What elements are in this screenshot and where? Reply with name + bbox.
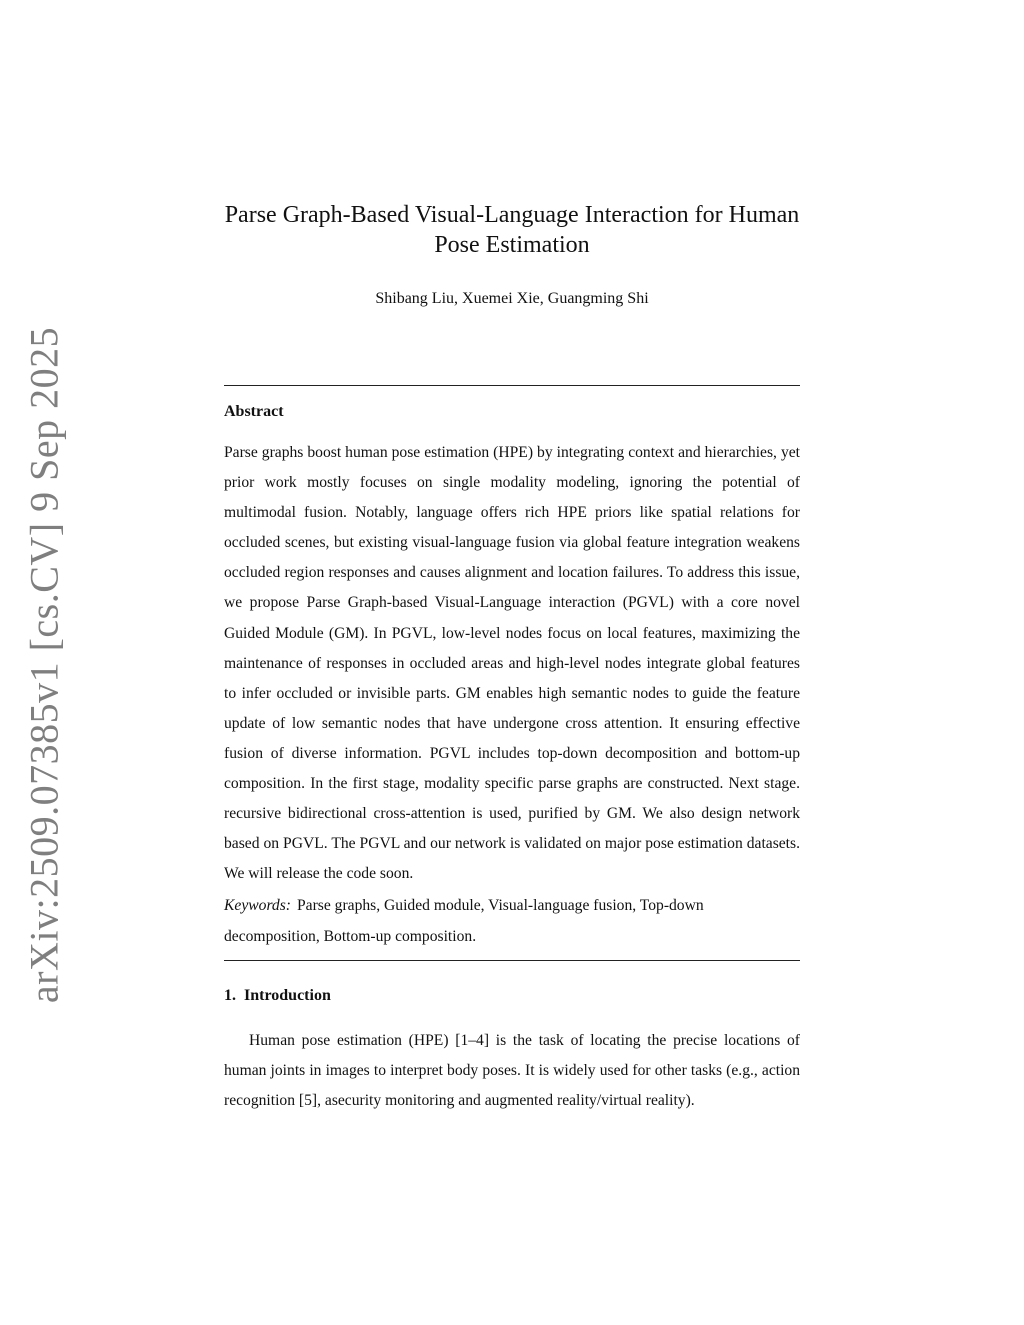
paper-title: Parse Graph-Based Visual-Language Interaction for Human Pose Estimation [224, 202, 800, 258]
keywords-text: Parse graphs, Guided module, Visual-language fusion, Top-down decomposition, Bottom-up composition. [224, 897, 704, 945]
paper-authors: Shibang Liu, Xuemei Xie, Guangming Shi [375, 290, 649, 307]
keywords-block [224, 890, 744, 952]
keywords-label: Keywords: [224, 897, 291, 914]
abstract-top-rule [224, 385, 800, 386]
section-number: 1. [224, 987, 236, 1004]
section-title: Introduction [244, 987, 331, 1004]
abstract-bottom-rule [224, 960, 800, 961]
abstract-heading: Abstract [224, 403, 284, 420]
section-heading-introduction [224, 985, 331, 1007]
abstract-body: Parse graphs boost human pose estimation (HPE) by integrating context and hierarchies, yet prior work mostly focuses on single modality modeling, ignoring the potential of multimodal fusion. Notably, language offers rich HPE priors like spatial relations for occluded scenes, but existing visual-language fusion via global feature integration weakens occluded region responses and causes alignment and location failures. To address this issue, we propose Parse Graph-based Visual-Language interaction (PGVL) with a core novel Guided Module (GM). In PGVL, low-level nodes focus on local features, maximizing the maintenance of responses in occluded areas and high-level nodes integrate global features to infer occluded or invisible parts. GM enables high semantic nodes to guide the feature update of low semantic nodes that have undergone cross attention. It ensuring effective fusion of diverse information. PGVL includes top-down decomposition and bottom-up composition. In the first stage, modality specific parse graphs are constructed. Next stage. recursive bidirectional cross-attention is used, purified by GM. We also design network based on PGVL. The PGVL and our network is validated on major pose estimation datasets. We will release the code soon. [224, 444, 800, 883]
introduction-paragraph: Human pose estimation (HPE) [1–4] is the task of locating the precise locations of human joints in images to interpret body poses. It is widely used for other tasks (e.g., action recognition [5], asecurity monitoring and augmented reality/virtual reality). [224, 1032, 800, 1110]
arxiv-identifier-stamp: arXiv:2509.07385v1 [cs.CV] 9 Sep 2025 [21, 326, 67, 1004]
